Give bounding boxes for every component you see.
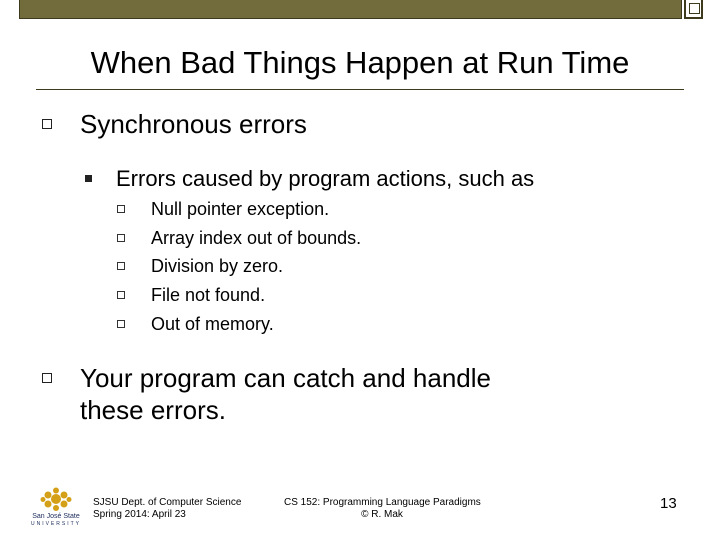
footer-course: CS 152: Programming Language Paradigms xyxy=(284,497,481,508)
bullet-hollow-small-icon xyxy=(117,205,125,213)
bullet-null-pointer: Null pointer exception. xyxy=(151,199,330,219)
footer-copyright: © R. Mak xyxy=(361,509,403,520)
slide-title: When Bad Things Happen at Run Time xyxy=(90,45,630,80)
bullet-filled-square-icon xyxy=(85,175,92,182)
bullet-hollow-square-icon xyxy=(42,119,52,129)
top-accent-square xyxy=(684,0,703,19)
top-accent-bar xyxy=(19,0,682,19)
bullet-synchronous-errors: Synchronous errors xyxy=(80,109,307,139)
bullet-hollow-square-icon xyxy=(42,373,52,383)
page-number: 13 xyxy=(660,495,677,512)
bullet-division-by-zero: Division by zero. xyxy=(151,256,284,276)
footer-date: Spring 2014: April 23 xyxy=(93,509,186,520)
title-divider xyxy=(36,89,684,90)
bullet-file-not-found: File not found. xyxy=(151,285,266,305)
bullet-array-index: Array index out of bounds. xyxy=(151,228,362,248)
bullet-catch-handle-line1: Your program can catch and handle xyxy=(80,363,491,393)
footer-dept: SJSU Dept. of Computer Science xyxy=(93,497,242,508)
logo-text: San José State xyxy=(32,513,80,520)
bullet-hollow-small-icon xyxy=(117,234,125,242)
bullet-hollow-small-icon xyxy=(117,320,125,328)
logo-subtext: UNIVERSITY xyxy=(30,521,81,527)
bullet-errors-caused: Errors caused by program actions, such as xyxy=(116,166,535,191)
bullet-hollow-small-icon xyxy=(117,262,125,270)
bullet-catch-handle-line2: these errors. xyxy=(80,395,226,425)
bullet-out-of-memory: Out of memory. xyxy=(151,314,274,334)
bullet-hollow-small-icon xyxy=(117,291,125,299)
